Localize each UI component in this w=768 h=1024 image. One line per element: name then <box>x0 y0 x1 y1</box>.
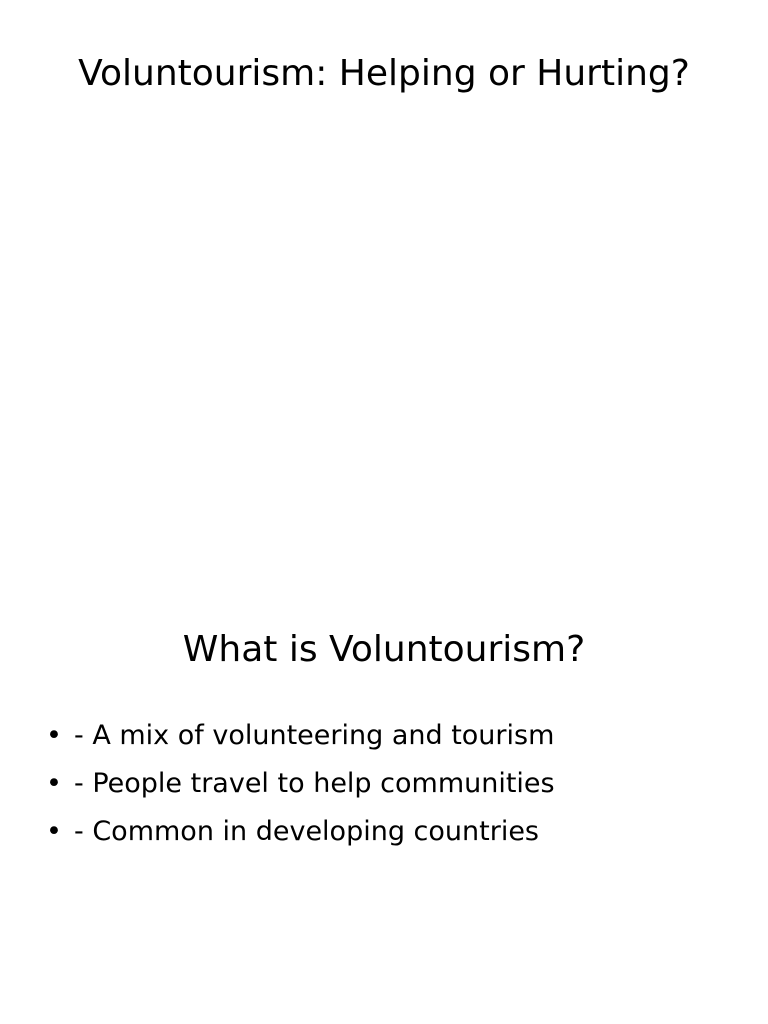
slide-2 <box>0 576 768 1024</box>
bullet-text: - People travel to help communities <box>74 768 555 799</box>
bullet-item <box>40 712 740 760</box>
bullet-dot-icon: • <box>46 816 62 847</box>
bullet-list <box>40 712 740 856</box>
bullet-item <box>40 808 740 856</box>
bullet-text: - A mix of volunteering and tourism <box>74 720 555 751</box>
bullet-item <box>40 760 740 808</box>
bullet-dot-icon: • <box>46 720 62 751</box>
slide-2-title: What is Voluntourism? <box>182 629 586 670</box>
slide-1-title: Voluntourism: Helping or Hurting? <box>78 53 690 94</box>
bullet-text: - Common in developing countries <box>74 816 539 847</box>
bullet-dot-icon: • <box>46 768 62 799</box>
